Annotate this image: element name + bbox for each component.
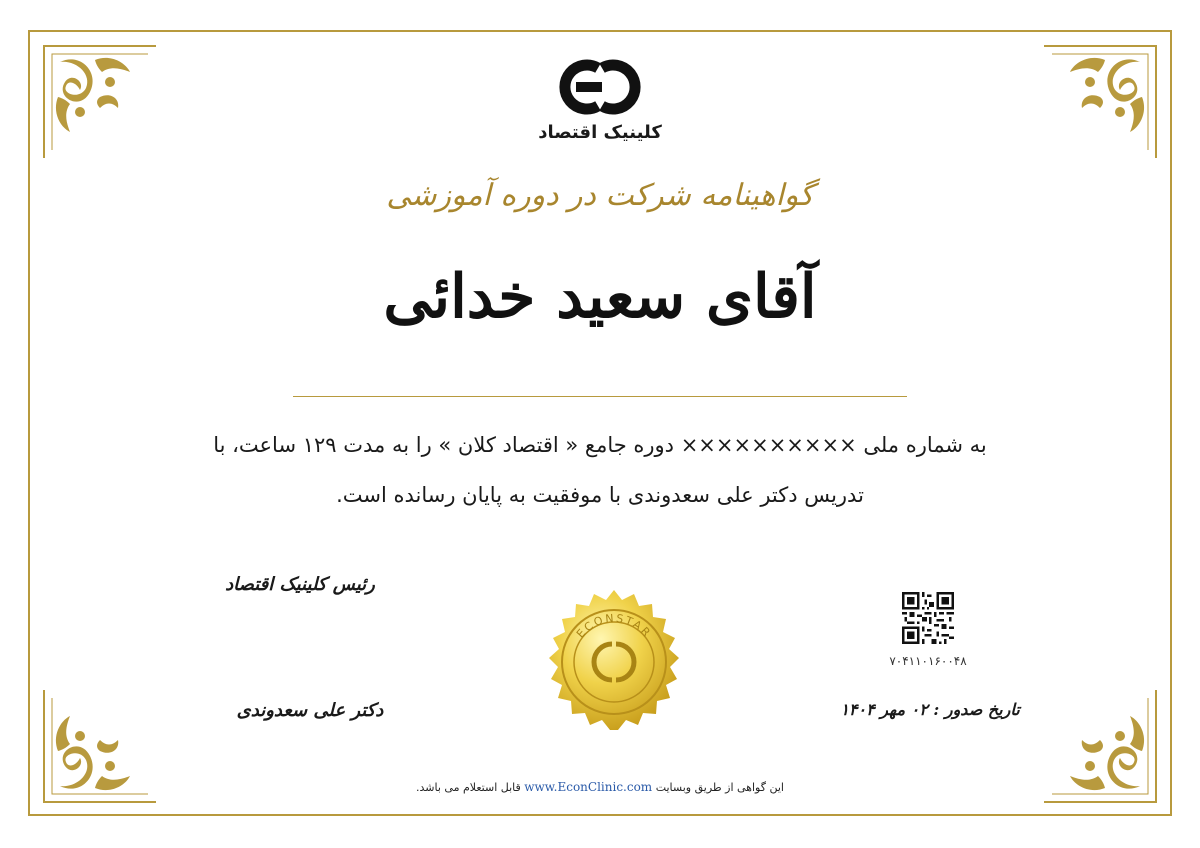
ornament-corner-top-left <box>40 42 160 162</box>
certificate-body <box>160 420 1040 520</box>
divider <box>293 396 907 397</box>
issue-date: تاریخ صدور : ۰۲ مهر ۱۴۰۴ <box>840 700 1020 719</box>
footer-suffix: قابل استعلام می باشد. <box>416 781 521 794</box>
recipient-name: آقای سعید خدائی <box>383 262 817 332</box>
seal-text: ECONSTAR <box>573 611 655 641</box>
signatory-name: دکتر علی سعدوندی <box>236 700 384 721</box>
certificate-serial: ۷۰۴۱۱۰۱۶۰۰۴۸ <box>889 654 967 668</box>
signatory-title: رئیس کلینیک اقتصاد <box>225 574 375 595</box>
econclinic-logo-icon <box>558 56 642 118</box>
ornament-corner-top-right <box>1040 42 1160 162</box>
footer-note <box>300 780 900 794</box>
qr-code-icon[interactable] <box>902 592 954 644</box>
body-line-2: تدریس دکتر علی سعدوندی با موفقیت به پایان رسانده است. <box>336 483 864 507</box>
ornament-corner-bottom-right <box>1040 686 1160 806</box>
website-link[interactable]: www.EconClinic.com <box>524 780 653 794</box>
ornament-corner-bottom-left <box>40 686 160 806</box>
footer-prefix: این گواهی از طریق وبسایت <box>655 781 784 794</box>
brand-name: کلینیک اقتصاد <box>538 122 662 143</box>
certificate-title: گواهینامه شرکت در دوره آموزشی <box>386 178 814 213</box>
gold-seal-icon <box>538 588 690 740</box>
body-line-1: به شماره ملی ×××××××××× دوره جامع « اقتصاد کلان » را به مدت ۱۲۹ ساعت، با <box>213 433 987 457</box>
